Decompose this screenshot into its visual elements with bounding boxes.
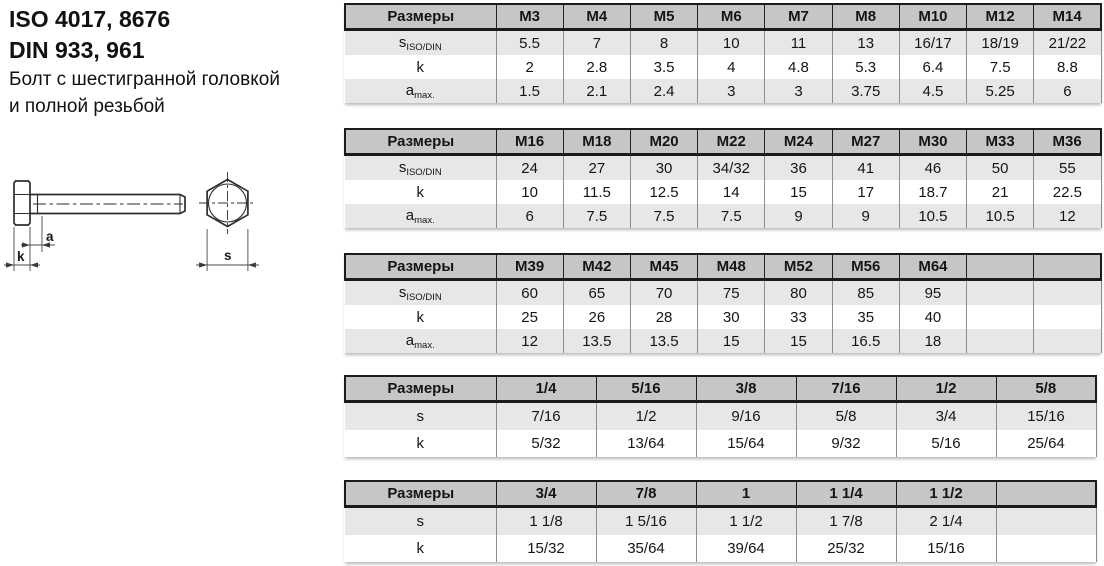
data-row [345, 280, 1101, 306]
size-table-m16-m36 [344, 128, 1102, 228]
bolt-technical-drawing [0, 163, 280, 290]
value-cell [1034, 280, 1101, 306]
value-cell: 28 [630, 305, 697, 329]
value-cell: 7/16 [496, 402, 596, 431]
value-cell: 13 [832, 30, 899, 56]
dim-label-k: k [17, 249, 25, 264]
dimension-table [344, 375, 1097, 457]
value-cell: 18 [899, 329, 966, 353]
size-table-m3-m14 [344, 3, 1102, 103]
column-header: M42 [563, 254, 630, 280]
value-cell: 2.4 [630, 79, 697, 103]
value-cell: 65 [563, 280, 630, 306]
title-block [9, 4, 280, 120]
value-cell: 2 1/4 [896, 507, 996, 536]
data-row [345, 30, 1101, 56]
value-cell: 3/4 [896, 402, 996, 431]
value-cell: 3.5 [630, 55, 697, 79]
value-cell: 50 [967, 155, 1034, 181]
value-cell: 9 [832, 204, 899, 228]
row-label: $a_{max.}$ [405, 81, 435, 101]
header-row [345, 254, 1101, 280]
value-cell: 14 [698, 180, 765, 204]
row-label: $a_{max.}$ [405, 331, 435, 351]
data-row [345, 305, 1101, 329]
value-cell: 9/32 [796, 430, 896, 457]
value-cell: 10.5 [967, 204, 1034, 228]
value-cell: 4 [698, 55, 765, 79]
value-cell: 7.5 [698, 204, 765, 228]
data-row [345, 507, 1096, 536]
value-cell: 8.8 [1034, 55, 1101, 79]
column-header: M16 [496, 129, 563, 155]
value-cell: 7.5 [563, 204, 630, 228]
column-header: M10 [899, 4, 966, 30]
value-cell: 39/64 [696, 535, 796, 562]
dim-label-a: a [46, 229, 54, 244]
value-cell: 2.1 [563, 79, 630, 103]
value-cell: 13/64 [596, 430, 696, 457]
value-cell: 5.5 [496, 30, 563, 56]
value-cell: 1 5/16 [596, 507, 696, 536]
value-cell: 85 [832, 280, 899, 306]
value-cell: 1 1/2 [696, 507, 796, 536]
column-header: 5/16 [596, 376, 696, 402]
dimension-table [344, 253, 1102, 353]
column-header: 5/8 [996, 376, 1096, 402]
value-cell: 3 [698, 79, 765, 103]
description-line-2: и полной резьбой [9, 96, 165, 117]
row-label-subscript: ISO/DIN [406, 166, 442, 178]
table-title-cell: Размеры [345, 254, 496, 280]
value-cell: 5/32 [496, 430, 596, 457]
value-cell: 5/8 [796, 402, 896, 431]
column-header: 1/4 [496, 376, 596, 402]
value-cell: 7 [563, 30, 630, 56]
column-header: M12 [967, 4, 1034, 30]
column-header: M64 [899, 254, 966, 280]
table-title-cell: Размеры [345, 481, 496, 507]
table-title-cell: Размеры [345, 4, 496, 30]
data-row [345, 55, 1101, 79]
column-header: M45 [630, 254, 697, 280]
column-header: M20 [630, 129, 697, 155]
value-cell: 30 [698, 305, 765, 329]
dimension-table [344, 128, 1102, 228]
value-cell [1034, 305, 1101, 329]
size-table-inch-large [344, 480, 1097, 562]
value-cell: 34/32 [698, 155, 765, 181]
dimension-table [344, 480, 1097, 562]
column-header: M33 [967, 129, 1034, 155]
din-standards-title: DIN 933, 961 [9, 37, 145, 63]
column-header: M6 [698, 4, 765, 30]
data-row [345, 329, 1101, 353]
value-cell: 10.5 [899, 204, 966, 228]
data-row [345, 155, 1101, 181]
value-cell: 18/19 [967, 30, 1034, 56]
row-label: k [416, 308, 424, 326]
value-cell: 1 1/8 [496, 507, 596, 536]
value-cell: 15/16 [896, 535, 996, 562]
value-cell: 15/64 [696, 430, 796, 457]
value-cell: 6 [1034, 79, 1101, 103]
column-header: 7/16 [796, 376, 896, 402]
value-cell: 4.8 [765, 55, 832, 79]
row-label: s [416, 408, 424, 425]
header-row [345, 129, 1101, 155]
value-cell: 7.5 [967, 55, 1034, 79]
row-label-subscript: ISO/DIN [406, 41, 442, 53]
value-cell: 5.25 [967, 79, 1034, 103]
value-cell [1034, 329, 1101, 353]
column-header: M5 [630, 4, 697, 30]
value-cell: 24 [496, 155, 563, 181]
value-cell: 35 [832, 305, 899, 329]
value-cell [996, 535, 1096, 562]
row-label-subscript: max. [414, 89, 435, 101]
value-cell: 9/16 [696, 402, 796, 431]
value-cell: 12.5 [630, 180, 697, 204]
value-cell: 40 [899, 305, 966, 329]
value-cell: 3 [765, 79, 832, 103]
column-header: 3/8 [696, 376, 796, 402]
value-cell: 95 [899, 280, 966, 306]
column-header: M27 [832, 129, 899, 155]
value-cell: 2 [496, 55, 563, 79]
header-row [345, 4, 1101, 30]
value-cell: 15 [765, 180, 832, 204]
value-cell: 36 [765, 155, 832, 181]
value-cell: 35/64 [596, 535, 696, 562]
dim-label-s: s [224, 248, 232, 263]
description-line-1: Болт с шестигранной головкой [9, 69, 280, 90]
value-cell: 5/16 [896, 430, 996, 457]
value-cell: 46 [899, 155, 966, 181]
value-cell: 16/17 [899, 30, 966, 56]
value-cell: 4.5 [899, 79, 966, 103]
column-header: 3/4 [496, 481, 596, 507]
value-cell: 27 [563, 155, 630, 181]
column-header: M3 [496, 4, 563, 30]
row-label: $a_{max.}$ [405, 206, 435, 226]
column-header: M18 [563, 129, 630, 155]
value-cell [967, 329, 1034, 353]
header-row [345, 376, 1096, 402]
table-title-cell: Размеры [345, 376, 496, 402]
table-title-cell: Размеры [345, 129, 496, 155]
column-header: M39 [496, 254, 563, 280]
column-header: M22 [698, 129, 765, 155]
value-cell: 15/32 [496, 535, 596, 562]
iso-standards-title: ISO 4017, 8676 [9, 6, 171, 32]
value-cell: 15 [765, 329, 832, 353]
column-header: M8 [832, 4, 899, 30]
data-row [345, 204, 1101, 228]
column-header: M4 [563, 4, 630, 30]
value-cell: 26 [563, 305, 630, 329]
value-cell: 1.5 [496, 79, 563, 103]
column-header [1034, 254, 1101, 280]
column-header: 7/8 [596, 481, 696, 507]
value-cell: 7.5 [630, 204, 697, 228]
row-label: k [416, 183, 424, 201]
row-label-subscript: ISO/DIN [406, 291, 442, 303]
value-cell: 5.3 [832, 55, 899, 79]
value-cell: 75 [698, 280, 765, 306]
value-cell: 21 [967, 180, 1034, 204]
value-cell: 11.5 [563, 180, 630, 204]
value-cell: 80 [765, 280, 832, 306]
value-cell: 25 [496, 305, 563, 329]
value-cell: 15 [698, 329, 765, 353]
value-cell: 9 [765, 204, 832, 228]
column-header [967, 254, 1034, 280]
column-header: 1 1/4 [796, 481, 896, 507]
value-cell: 25/64 [996, 430, 1096, 457]
row-label: $s_{ISO/DIN}$ [398, 158, 442, 178]
value-cell: 1 7/8 [796, 507, 896, 536]
data-row [345, 535, 1096, 562]
column-header: M36 [1034, 129, 1101, 155]
value-cell: 12 [496, 329, 563, 353]
row-label: k [416, 435, 424, 452]
row-label: k [416, 58, 424, 76]
value-cell: 55 [1034, 155, 1101, 181]
value-cell: 8 [630, 30, 697, 56]
value-cell: 13.5 [630, 329, 697, 353]
value-cell: 22.5 [1034, 180, 1101, 204]
value-cell [967, 305, 1034, 329]
column-header [996, 481, 1096, 507]
row-label: k [416, 540, 424, 557]
column-header: M48 [698, 254, 765, 280]
value-cell: 10 [496, 180, 563, 204]
row-label: s [416, 513, 424, 530]
data-row [345, 402, 1096, 431]
value-cell: 11 [765, 30, 832, 56]
column-header: M7 [765, 4, 832, 30]
value-cell: 6.4 [899, 55, 966, 79]
bolt-end-view [199, 172, 256, 234]
bolt-side-view [14, 181, 185, 225]
column-header: 1 1/2 [896, 481, 996, 507]
value-cell [967, 280, 1034, 306]
row-label-subscript: max. [414, 339, 435, 351]
value-cell: 33 [765, 305, 832, 329]
data-row [345, 79, 1101, 103]
column-header: 1 [696, 481, 796, 507]
value-cell: 16.5 [832, 329, 899, 353]
value-cell: 17 [832, 180, 899, 204]
value-cell: 30 [630, 155, 697, 181]
column-header: 1/2 [896, 376, 996, 402]
row-label: $s_{ISO/DIN}$ [398, 33, 442, 53]
value-cell: 3.75 [832, 79, 899, 103]
value-cell: 13.5 [563, 329, 630, 353]
value-cell: 60 [496, 280, 563, 306]
value-cell: 15/16 [996, 402, 1096, 431]
value-cell: 70 [630, 280, 697, 306]
size-table-m39-m64 [344, 253, 1102, 353]
data-row [345, 430, 1096, 457]
value-cell: 25/32 [796, 535, 896, 562]
header-row [345, 481, 1096, 507]
row-label-subscript: max. [414, 214, 435, 226]
size-table-inch-small [344, 375, 1097, 457]
value-cell: 12 [1034, 204, 1101, 228]
value-cell: 1/2 [596, 402, 696, 431]
value-cell: 2.8 [563, 55, 630, 79]
data-row [345, 180, 1101, 204]
dimension-table [344, 3, 1102, 103]
value-cell: 18.7 [899, 180, 966, 204]
column-header: M30 [899, 129, 966, 155]
value-cell [996, 507, 1096, 536]
value-cell: 6 [496, 204, 563, 228]
column-header: M24 [765, 129, 832, 155]
column-header: M56 [832, 254, 899, 280]
value-cell: 41 [832, 155, 899, 181]
column-header: M52 [765, 254, 832, 280]
row-label: $s_{ISO/DIN}$ [398, 283, 442, 303]
value-cell: 21/22 [1034, 30, 1101, 56]
column-header: M14 [1034, 4, 1101, 30]
value-cell: 10 [698, 30, 765, 56]
